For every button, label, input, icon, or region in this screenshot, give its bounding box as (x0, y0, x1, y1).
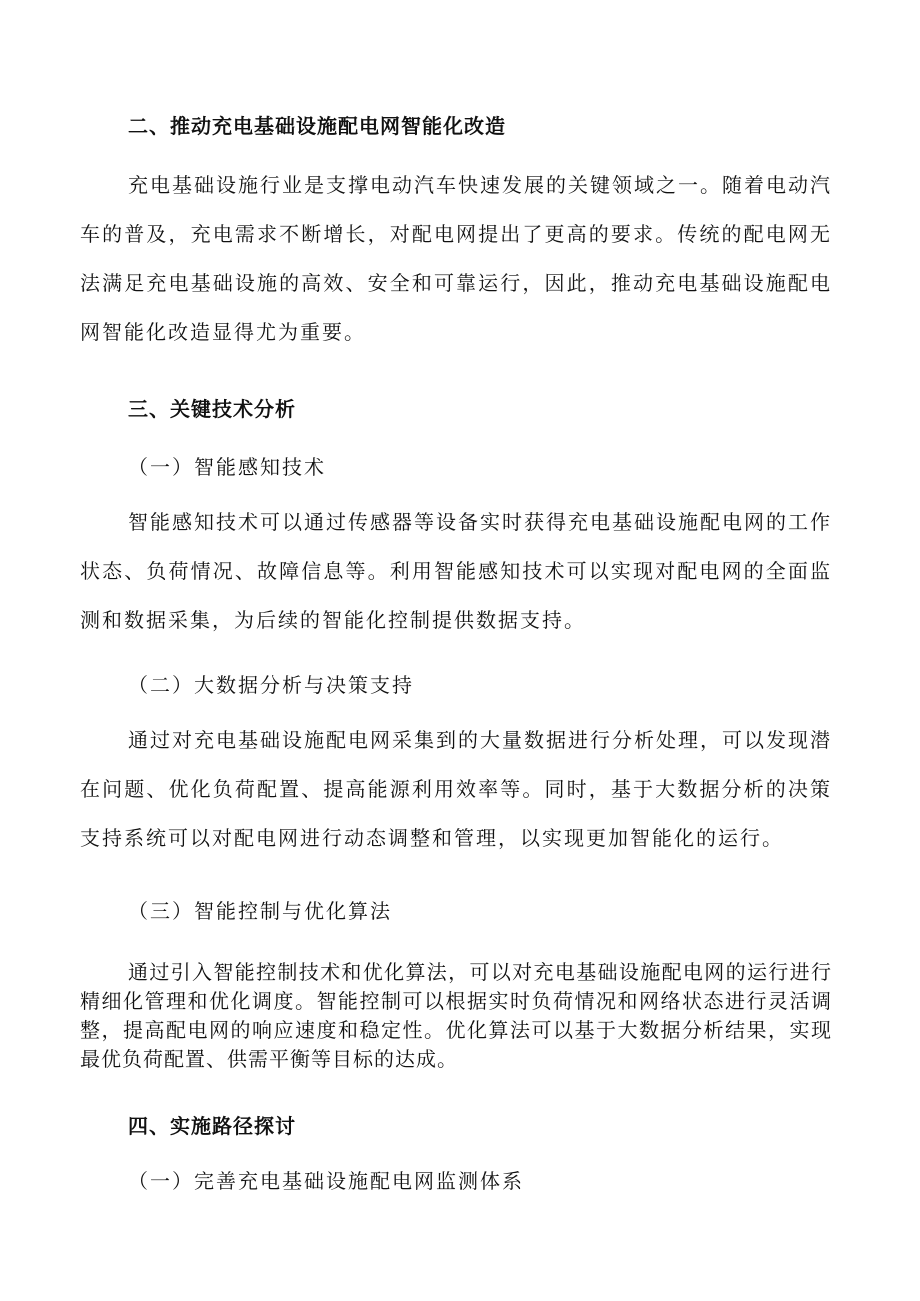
subsection-3-3-title: （三）智能控制与优化算法 (128, 899, 392, 923)
subsection-3-2-title: （二）大数据分析与决策支持 (128, 673, 414, 697)
section-heading-3: 三、关键技术分析 (128, 397, 296, 421)
section-heading-4: 四、实施路径探讨 (128, 1114, 296, 1138)
subsection-3-2-paragraph: 通过对充电基础设施配电网采集到的大量数据进行分析处理，可以发现潜在问题、优化负荷配置、提高能源利用效率等。同时，基于大数据分析的决策支持系统可以对配电网进行动态调整和管理，以实现更加智能化的运行。 (80, 728, 832, 850)
subsection-3-3-paragraph: 通过引入智能控制技术和优化算法，可以对充电基础设施配电网的运行进行精细化管理和优化调度。智能控制可以根据实时负荷情况和网络状态进行灵活调整，提高配电网的响应速度和稳定性。优化算法可以基于大数据分析结果，实现最优负荷配置、供需平衡等目标的达成。 (80, 960, 832, 1071)
section-2-paragraph: 充电基础设施行业是支撑电动汽车快速发展的关键领域之一。随着电动汽车的普及，充电需求不断增长，对配电网提出了更高的要求。传统的配电网无法满足充电基础设施的高效、安全和可靠运行，因此，推动充电基础设施配电网智能化改造显得尤为重要。 (80, 173, 832, 344)
subsection-3-1-paragraph: 智能感知技术可以通过传感器等设备实时获得充电基础设施配电网的工作状态、负荷情况、故障信息等。利用智能感知技术可以实现对配电网的全面监测和数据采集，为后续的智能化控制提供数据支持。 (80, 510, 832, 632)
subsection-4-1-title: （一）完善充电基础设施配电网监测体系 (128, 1169, 524, 1193)
subsection-3-1-title: （一）智能感知技术 (128, 455, 326, 479)
section-heading-2: 二、推动充电基础设施配电网智能化改造 (128, 114, 506, 138)
